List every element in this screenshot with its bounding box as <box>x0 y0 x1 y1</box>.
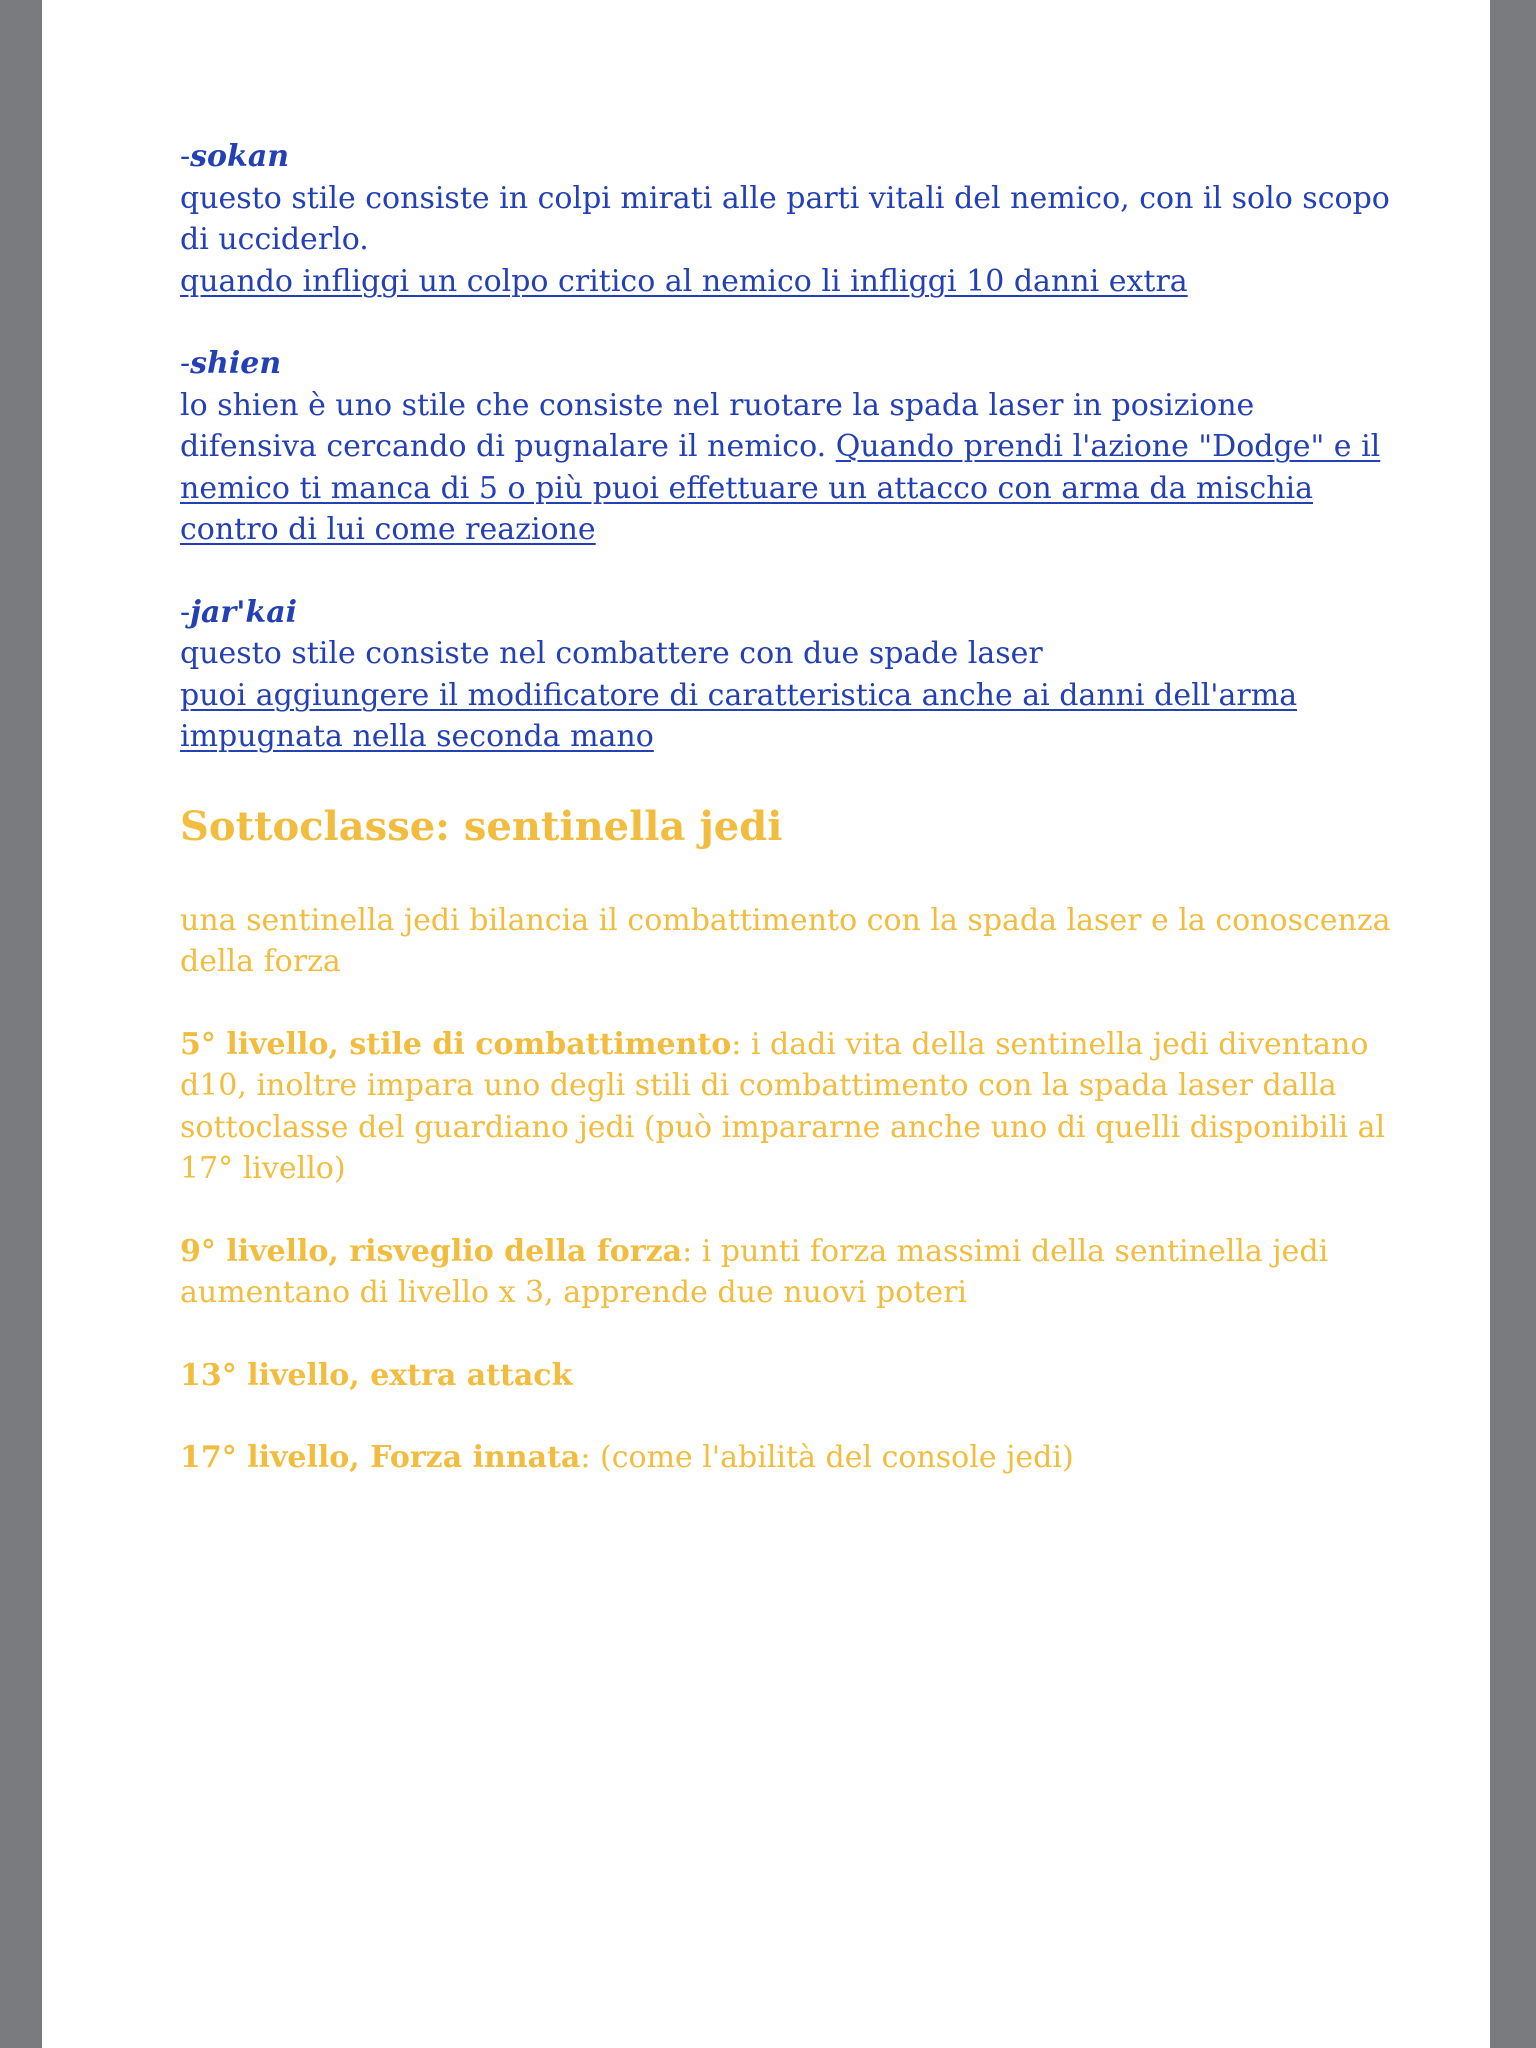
style-title <box>180 136 1400 178</box>
subclass-heading: Sottoclasse: sentinella jedi <box>180 802 783 850</box>
feature-separator: : <box>731 1026 751 1062</box>
feature-label: 13° livello, extra attack <box>180 1357 573 1393</box>
style-entry-sokan <box>180 136 1400 302</box>
document-content <box>180 136 1400 1479</box>
feature-level-5 <box>180 1024 1400 1190</box>
style-entry-jarkai <box>180 592 1400 758</box>
feature-level-13 <box>180 1355 1400 1397</box>
feature-level-17 <box>180 1437 1400 1479</box>
feature-text: i dadi vita della sentinella jedi diventano d10, inoltre impara uno degli stili di combattimento con la spada laser dalla sottoclasse del guardiano jedi (può impararne anche uno di quelli disponibili al 17° livello) <box>180 1026 1386 1186</box>
style-name: shien <box>190 346 282 381</box>
style-title <box>180 343 1400 385</box>
feature-text: (come l'abilità del console jedi) <box>600 1440 1074 1475</box>
style-title <box>180 592 1400 634</box>
style-name: jar'kai <box>190 594 298 630</box>
feature-text: i punti forza massimi della sentinella jedi aumentano di livello x 3, apprende due nuovi poteri <box>180 1233 1329 1310</box>
subclass-intro: una sentinella jedi bilancia il combattimento con la spada laser e la conoscenza della forza <box>180 902 1391 979</box>
style-description: questo stile consiste in colpi mirati alle parti vitali del nemico, con il solo scopo di ucciderlo. <box>180 180 1390 257</box>
style-rule: puoi aggiungere il modificatore di caratteristica anche ai danni dell'arma impugnata nella seconda mano <box>180 677 1298 754</box>
feature-level-9 <box>180 1231 1400 1314</box>
style-rule: quando infliggi un colpo critico al nemico li infliggi 10 danni extra <box>180 263 1188 299</box>
style-dash: - <box>180 594 191 630</box>
style-rule: Quando prendi l'azione "Dodge" e il nemico ti manca di 5 o più puoi effettuare un attacco con arma da mischia contro di lui come reazione <box>180 429 1381 547</box>
feature-label: 5° livello, stile di combattimento <box>180 1026 732 1062</box>
style-dash: - <box>180 346 191 381</box>
feature-label: 9° livello, risveglio della forza <box>180 1233 683 1269</box>
style-name: sokan <box>190 139 290 174</box>
style-description: lo shien è uno stile che consiste nel ruotare la spada laser in posizione difensiva cercando di pugnalare il nemico. <box>180 387 1255 464</box>
document-page <box>42 0 1490 2048</box>
style-dash: - <box>180 139 191 174</box>
style-description: questo stile consiste nel combattere con due spade laser <box>180 636 1043 671</box>
feature-label: 17° livello, Forza innata <box>180 1440 581 1475</box>
feature-separator: : <box>580 1440 600 1475</box>
style-entry-shien <box>180 343 1400 551</box>
feature-separator: : <box>682 1233 702 1269</box>
